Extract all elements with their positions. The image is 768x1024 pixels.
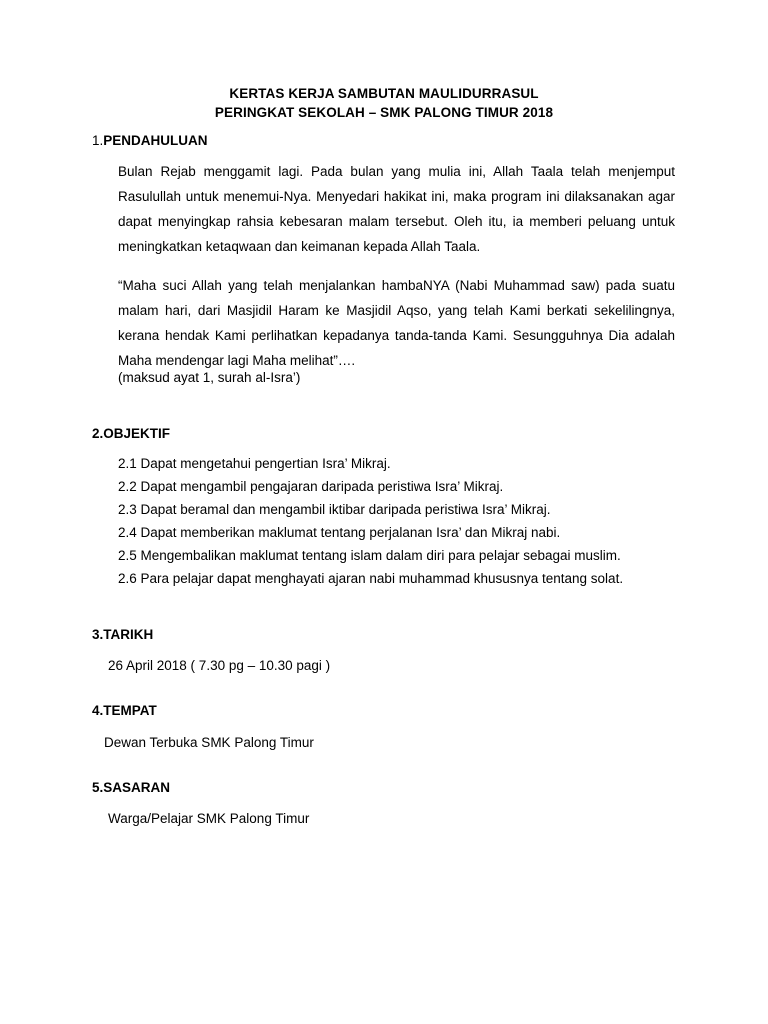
- heading-number: 1.: [92, 133, 104, 148]
- quran-quote: “Maha suci Allah yang telah menjalankan hambaNYA (Nabi Muhammad saw) pada suatu malam hari, dari Masjidil Haram ke Masjidil Aqso, yang telah Kami berkati sekelilingnya, kerana hendak Kami perlihatkan kepadanya tanda-tanda Kami. Sesungguhnya Dia adalah Maha mendengar lagi Maha melihat”….: [118, 278, 675, 368]
- section-heading-tarikh: 3.TARIKH: [92, 627, 154, 642]
- objective-item: 2.2 Dapat mengambil pengajaran daripada peristiwa Isra’ Mikraj.: [118, 479, 504, 494]
- sasaran-value: Warga/Pelajar SMK Palong Timur: [108, 811, 310, 826]
- pendahuluan-paragraph: Bulan Rejab menggamit lagi. Pada bulan yang mulia ini, Allah Taala telah menjemput Rasulullah untuk menemui-Nya. Menyedari hakikat ini, maka program ini dilaksanakan agar dapat menyingkap rahsia kebesaran malam tersebut. Oleh itu, ia memberi peluang untuk meningkatkan ketaqwaan dan keimanan kepada Allah Taala.: [118, 164, 675, 254]
- tarikh-value: 26 April 2018 ( 7.30 pg – 10.30 pagi ): [108, 658, 331, 673]
- section-heading-objektif: 2.OBJEKTIF: [92, 426, 171, 441]
- document-title-line1: KERTAS KERJA SAMBUTAN MAULIDURRASUL: [229, 86, 539, 101]
- section-heading-tempat: 4.TEMPAT: [92, 703, 157, 718]
- objective-item: 2.3 Dapat beramal dan mengambil iktibar daripada peristiwa Isra’ Mikraj.: [118, 502, 551, 517]
- objective-item: 2.6 Para pelajar dapat menghayati ajaran nabi muhammad khususnya tentang solat.: [118, 571, 624, 586]
- tempat-value: Dewan Terbuka SMK Palong Timur: [104, 735, 314, 750]
- quote-reference: (maksud ayat 1, surah al-Isra’): [118, 370, 301, 385]
- objective-item: 2.1 Dapat mengetahui pengertian Isra’ Mikraj.: [118, 456, 391, 471]
- objective-item: 2.5 Mengembalikan maklumat tentang islam dalam diri para pelajar sebagai muslim.: [118, 548, 621, 563]
- objective-item: 2.4 Dapat memberikan maklumat tentang perjalanan Isra’ dan Mikraj nabi.: [118, 525, 561, 540]
- section-heading-pendahuluan: [92, 133, 208, 148]
- section-heading-sasaran: 5.SASARAN: [92, 780, 171, 795]
- heading-label: PENDAHULUAN: [103, 133, 208, 148]
- document-title-line2: PERINGKAT SEKOLAH – SMK PALONG TIMUR 2018: [214, 105, 554, 120]
